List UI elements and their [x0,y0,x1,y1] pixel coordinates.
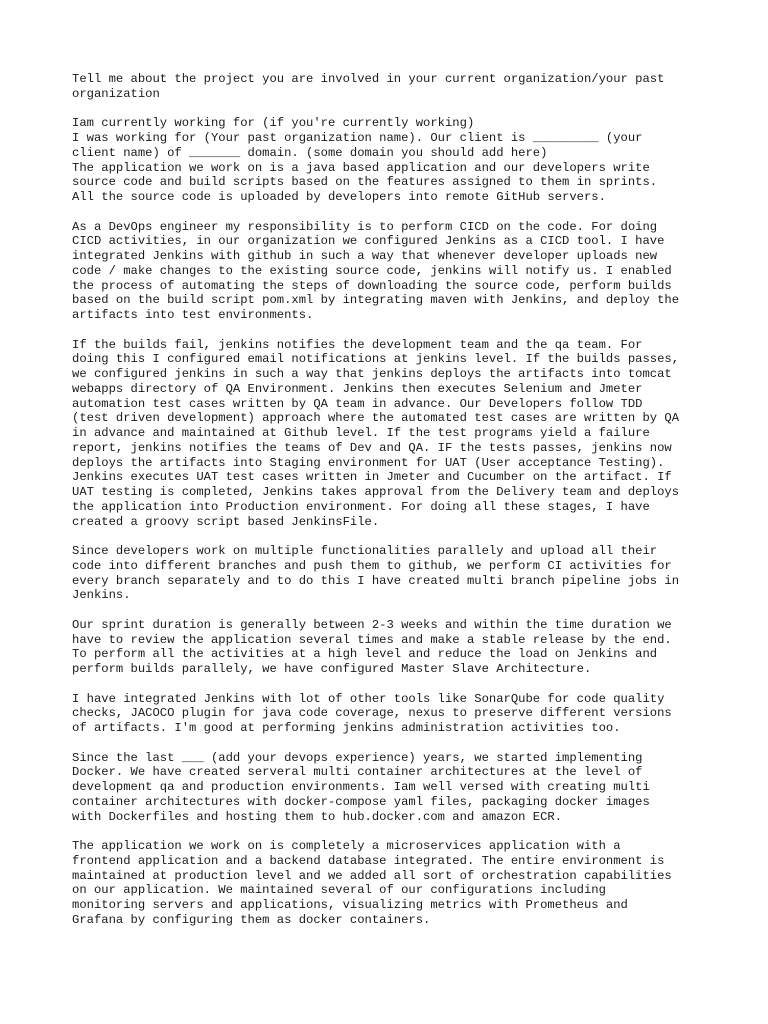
text-line: based on the build script pom.xml by integrating maven with Jenkins, and deploy the [72,293,680,308]
text-line: To perform all the activities at a high level and reduce the load on Jenkins and [72,647,658,662]
text-line: Jenkins. [72,588,131,603]
text-line: Iam currently working for (if you're currently working) [72,116,475,131]
text-line: source code and build scripts based on the features assigned to them in sprints. [72,175,658,190]
document-page [72,72,712,942]
text-line: Since the last ___ (add your devops experience) years, we started implementing [72,750,643,765]
text-line: frontend application and a backend database integrated. The entire environment is [72,853,665,868]
text-line: I was working for (Your past organization name). Our client is _________ (your [72,131,643,145]
text-line: doing this I configured email notifications at jenkins level. If the builds passes, [72,352,680,367]
text-line: webapps directory of QA Environment. Jenkins then executes Selenium and Jmeter [72,381,643,396]
text-line: checks, JACOCO plugin for java code coverage, nexus to preserve different versions [72,706,672,721]
paragraph [72,692,712,736]
paragraph [72,338,712,530]
paragraph [72,116,712,205]
text-line: The application we work on is completely a microservices application with a [72,839,621,853]
text-line: integrated Jenkins with github in such a way that whenever developer uploads new [72,249,658,263]
text-line: All the source code is uploaded by developers into remote GitHub servers. [72,190,606,204]
text-line: report, jenkins notifies the teams of Dev and QA. IF the tests passes, jenkins now [72,440,672,455]
paragraph [72,544,712,603]
text-line: If the builds fail, jenkins notifies the development team and the qa team. For [72,337,643,352]
text-line: I have integrated Jenkins with lot of other tools like SonarQube for code quality [72,691,665,706]
text-line: code / make changes to the existing source code, jenkins will notify us. I enabled [72,263,672,278]
text-line: we configured jenkins in such a way that jenkins deploys the artifacts into tomcat [72,367,672,381]
text-line: maintained at production level and we added all sort of orchestration capabilities [72,868,672,883]
text-line: in advance and maintained at Github level. If the test programs yield a failure [72,426,650,440]
paragraph [72,72,712,102]
text-line: container architectures with docker-compose yaml files, packaging docker images [72,794,650,809]
text-line: organization [72,86,160,101]
text-line: As a DevOps engineer my responsibility is to perform CICD on the code. For doing [72,219,658,234]
text-line: of artifacts. I'm good at performing jenkins administration activities too. [72,721,621,735]
paragraph [72,618,712,677]
text-line: deploys the artifacts into Staging environment for UAT (User acceptance Testing). [72,455,665,470]
text-line: client name) of _______ domain. (some domain you should add here) [72,145,548,160]
text-line: perform builds parallely, we have configured Master Slave Architecture. [72,662,592,676]
text-line: the application into Production environment. For doing all these stages, I have [72,499,650,514]
text-line: Our sprint duration is generally between 2-3 weeks and within the time duration we [72,617,672,632]
text-line: Tell me about the project you are involved in your current organization/your past [72,72,665,86]
text-line: have to review the application several times and make a stable release by the end. [72,632,672,647]
text-line: with Dockerfiles and hosting them to hub.docker.com and amazon ECR. [72,809,563,824]
text-line: Grafana by configuring them as docker containers. [72,912,431,927]
text-line: CICD activities, in our organization we configured Jenkins as a CICD tool. I have [72,234,665,249]
paragraph [72,751,712,825]
text-line: Since developers work on multiple functionalities parallely and upload all their [72,544,658,558]
paragraph [72,839,712,928]
text-line: created a groovy script based JenkinsFile. [72,514,380,529]
paragraph [72,220,712,323]
text-line: monitoring servers and applications, visualizing metrics with Prometheus and [72,898,628,912]
text-line: (test driven development) approach where the automated test cases are written by QA [72,411,680,426]
text-line: the process of automating the steps of downloading the source code, perform builds [72,278,672,293]
text-line: development qa and production environments. Iam well versed with creating multi [72,780,650,794]
text-line: automation test cases written by QA team in advance. Our Developers follow TDD [72,396,643,411]
text-line: Jenkins executes UAT test cases written in Jmeter and Cucumber on the artifact. If [72,470,672,485]
text-line: code into different branches and push them to github, we perform CI activities for [72,558,672,573]
text-line: Docker. We have created serveral multi container architectures at the level of [72,765,643,780]
text-line: artifacts into test environments. [72,308,314,322]
text-line: on our application. We maintained several of our configurations including [72,883,606,898]
text-line: UAT testing is completed, Jenkins takes approval from the Delivery team and deploys [72,485,680,499]
text-line: The application we work on is a java based application and our developers write [72,160,650,175]
text-line: every branch separately and to do this I have created multi branch pipeline jobs in [72,573,680,588]
